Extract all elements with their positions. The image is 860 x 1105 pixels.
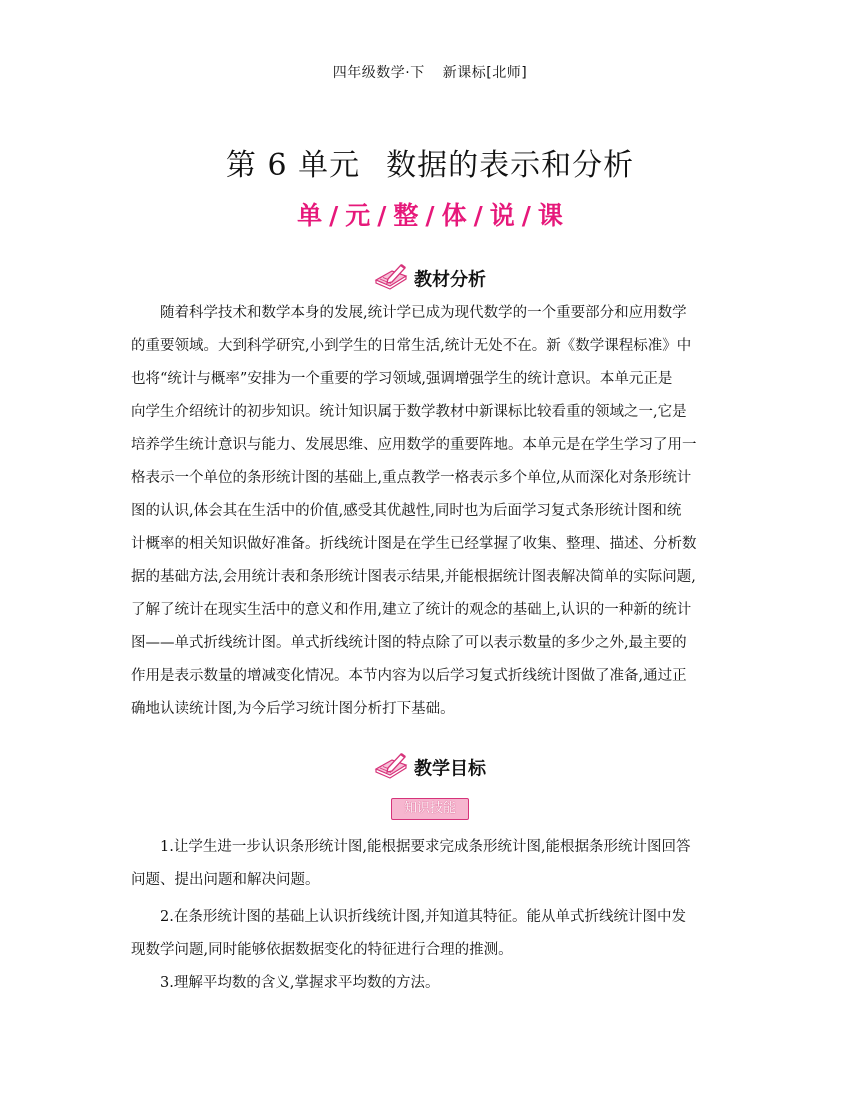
goal-line: 2.在条形统计图的基础上认识折线统计图,并知道其特征。能从单式折线统计图中发 bbox=[160, 909, 686, 925]
analysis-paragraph bbox=[131, 297, 731, 726]
section-heading-analysis bbox=[0, 262, 860, 295]
subtitle-char: 整 bbox=[393, 201, 419, 230]
unit-number: 第 6 单元 bbox=[225, 148, 361, 183]
book-pencil-icon bbox=[374, 751, 408, 784]
unit-title bbox=[0, 140, 860, 184]
goal-item bbox=[131, 901, 731, 967]
subtitle-char: 体 bbox=[441, 201, 467, 230]
paragraph-line: 也将“统计与概率”安排为一个重要的学习领域,强调增强学生的统计意识。本单元正是 bbox=[131, 371, 673, 387]
goal-line: 问题、提出问题和解决问题。 bbox=[131, 872, 320, 888]
paragraph-line: 培养学生统计意识与能力、发展思维、应用数学的重要阵地。本单元是在学生学习了用一 bbox=[131, 437, 697, 453]
paragraph-line: 随着科学技术和数学本身的发展,统计学已成为现代数学的一个重要部分和应用数学 bbox=[160, 305, 687, 321]
section-heading-goals bbox=[0, 751, 860, 784]
paragraph-line: 据的基础方法,会用统计表和条形统计图表示结果,并能根据统计图表解决简单的实际问题, bbox=[131, 569, 696, 585]
subtitle-separator: / bbox=[377, 201, 387, 230]
goal-line: 1.让学生进一步认识条形统计图,能根据要求完成条形统计图,能根据条形统计图回答 bbox=[160, 839, 691, 855]
paragraph-line: 图的认识,体会其在生活中的价值,感受其优越性,同时也为后面学习复式条形统计图和统 bbox=[131, 503, 682, 519]
header-edition: 新课标[北师] bbox=[442, 65, 528, 81]
subtitle-separator: / bbox=[473, 201, 483, 230]
paragraph-line: 了解了统计在现实生活中的意义和作用,建立了统计的观念的基础上,认识的一种新的统计 bbox=[131, 602, 692, 618]
page-header bbox=[0, 62, 860, 82]
section-title-goals: 教学目标 bbox=[414, 758, 486, 780]
goal-item bbox=[131, 831, 731, 897]
subtitle-char: 课 bbox=[537, 201, 563, 230]
knowledge-skills-tag: 知识技能 bbox=[391, 798, 469, 820]
subtitle-separator: / bbox=[329, 201, 339, 230]
subtitle-char: 单 bbox=[297, 201, 323, 230]
paragraph-line: 向学生介绍统计的初步知识。统计知识属于数学教材中新课标比较看重的领域之一,它是 bbox=[131, 404, 687, 420]
unit-name: 数据的表示和分析 bbox=[386, 148, 635, 183]
subtitle-char: 说 bbox=[489, 201, 515, 230]
subtitle-separator: / bbox=[521, 201, 531, 230]
paragraph-line: 的重要领域。大到科学研究,小到学生的日常生活,统计无处不在。新《数学课程标准》中 bbox=[131, 338, 692, 354]
paragraph-line: 格表示一个单位的条形统计图的基础上,重点教学一格表示多个单位,从而深化对条形统计 bbox=[131, 470, 692, 486]
subtitle-separator: / bbox=[425, 201, 435, 230]
section-title-analysis: 教材分析 bbox=[414, 269, 486, 291]
unit-subtitle bbox=[0, 196, 860, 232]
goal-line: 现数学问题,同时能够依据数据变化的特征进行合理的推测。 bbox=[131, 942, 513, 958]
paragraph-line: 图——单式折线统计图。单式折线统计图的特点除了可以表示数量的多少之外,最主要的 bbox=[131, 635, 687, 651]
goal-line: 3.理解平均数的含义,掌握求平均数的方法。 bbox=[160, 975, 440, 991]
header-grade: 四年级数学·下 bbox=[332, 65, 425, 81]
paragraph-line: 作用是表示数量的增减变化情况。本节内容为以后学习复式折线统计图做了准备,通过正 bbox=[131, 668, 687, 684]
paragraph-line: 计概率的相关知识做好准备。折线统计图是在学生已经掌握了收集、整理、描述、分析数 bbox=[131, 536, 697, 552]
paragraph-line: 确地认读统计图,为今后学习统计图分析打下基础。 bbox=[131, 701, 455, 717]
goal-item bbox=[131, 967, 731, 1000]
subtitle-char: 元 bbox=[345, 201, 371, 230]
book-pencil-icon bbox=[374, 262, 408, 295]
